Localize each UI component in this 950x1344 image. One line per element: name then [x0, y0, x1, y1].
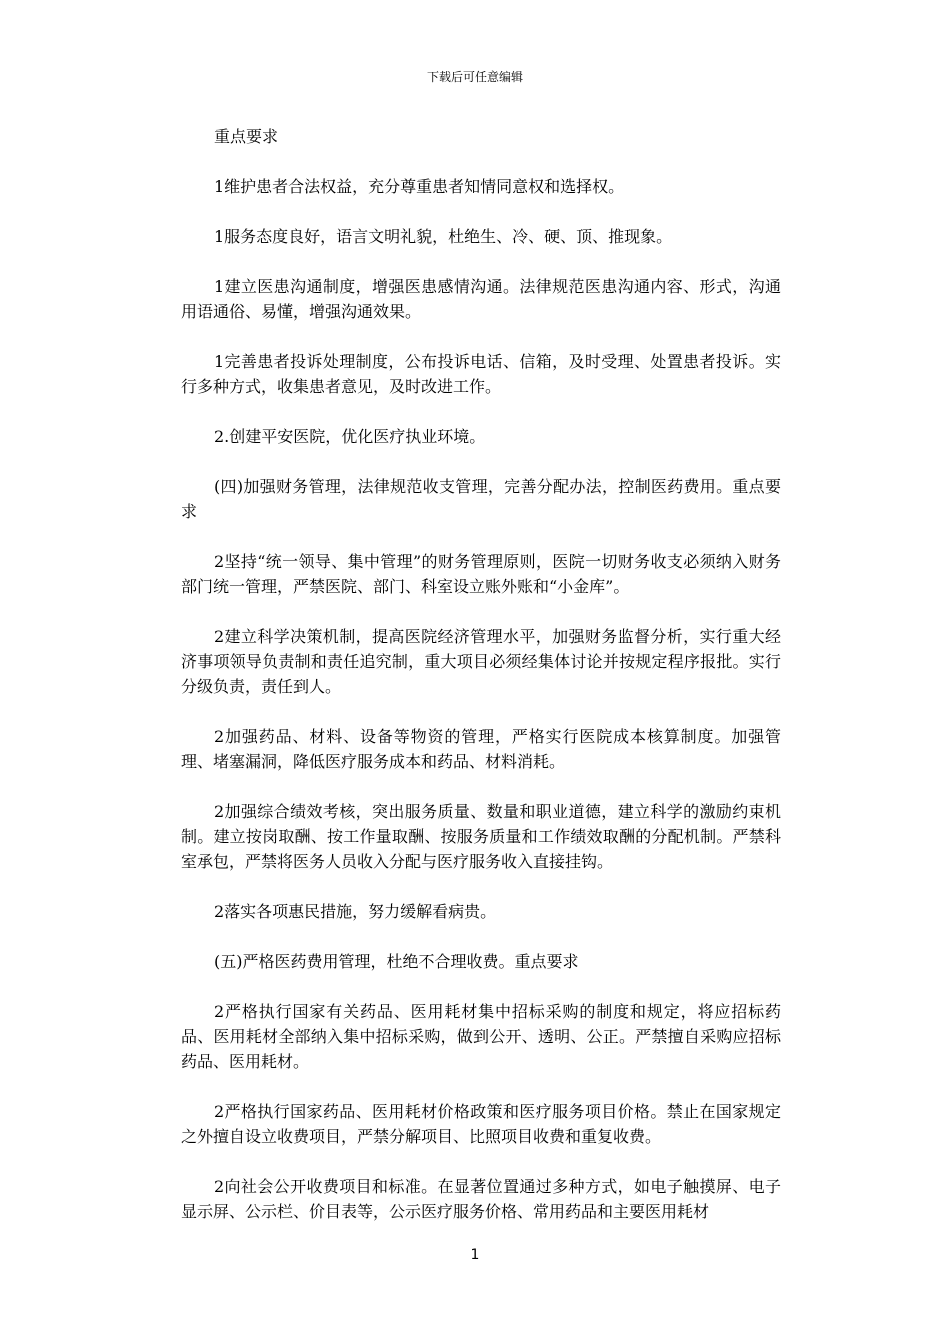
paragraph: 2严格执行国家有关药品、医用耗材集中招标采购的制度和规定，将应招标药品、医用耗材全部纳入集中招标采购，做到公开、透明、公正。严禁擅自采购应招标药品、医用耗材。	[181, 1002, 781, 1071]
paragraph: 1建立医患沟通制度，增强医患感情沟通。法律规范医患沟通内容、形式，沟通用语通俗、易懂，增强沟通效果。	[181, 277, 781, 321]
paragraph: 1完善患者投诉处理制度，公布投诉电话、信箱，及时受理、处置患者投诉。实行多种方式，收集患者意见，及时改进工作。	[181, 352, 781, 396]
paragraph: (四)加强财务管理，法律规范收支管理，完善分配办法，控制医药费用。重点要求	[181, 477, 781, 521]
paragraph: 2向社会公开收费项目和标准。在显著位置通过多种方式，如电子触摸屏、电子显示屏、公示栏、价目表等，公示医疗服务价格、常用药品和主要医用耗材	[181, 1177, 781, 1221]
paragraph: 2加强综合绩效考核，突出服务质量、数量和职业道德，建立科学的激励约束机制。建立按岗取酬、按工作量取酬、按服务质量和工作绩效取酬的分配机制。严禁科室承包，严禁将医务人员收入分配与医疗服务收入直接挂钩。	[181, 802, 781, 871]
paragraph: 2加强药品、材料、设备等物资的管理，严格实行医院成本核算制度。加强管理、堵塞漏洞，降低医疗服务成本和药品、材料消耗。	[181, 727, 781, 771]
document-body	[181, 124, 781, 1249]
paragraph: 重点要求	[214, 127, 279, 146]
paragraph: 2建立科学决策机制，提高医院经济管理水平，加强财务监督分析，实行重大经济事项领导负责制和责任追究制，重大项目必须经集体讨论并按规定程序报批。实行分级负责，责任到人。	[181, 627, 781, 696]
page-number: 1	[470, 1247, 480, 1263]
page-header-note: 下载后可任意编辑	[426, 70, 523, 84]
paragraph: 2严格执行国家药品、医用耗材价格政策和医疗服务项目价格。禁止在国家规定之外擅自设立收费项目，严禁分解项目、比照项目收费和重复收费。	[181, 1102, 781, 1146]
paragraph: 2.创建平安医院，优化医疗执业环境。	[214, 427, 486, 446]
paragraph: 1维护患者合法权益，充分尊重患者知情同意权和选择权。	[214, 177, 625, 196]
paragraph: 2落实各项惠民措施，努力缓解看病贵。	[214, 902, 497, 921]
paragraph: (五)严格医药费用管理，杜绝不合理收费。重点要求	[214, 952, 579, 971]
paragraph: 1服务态度良好，语言文明礼貌，杜绝生、冷、硬、顶、推现象。	[214, 227, 673, 246]
paragraph: 2坚持“统一领导、集中管理”的财务管理原则，医院一切财务收支必须纳入财务部门统一管理，严禁医院、部门、科室设立账外账和“小金库”。	[181, 552, 781, 596]
